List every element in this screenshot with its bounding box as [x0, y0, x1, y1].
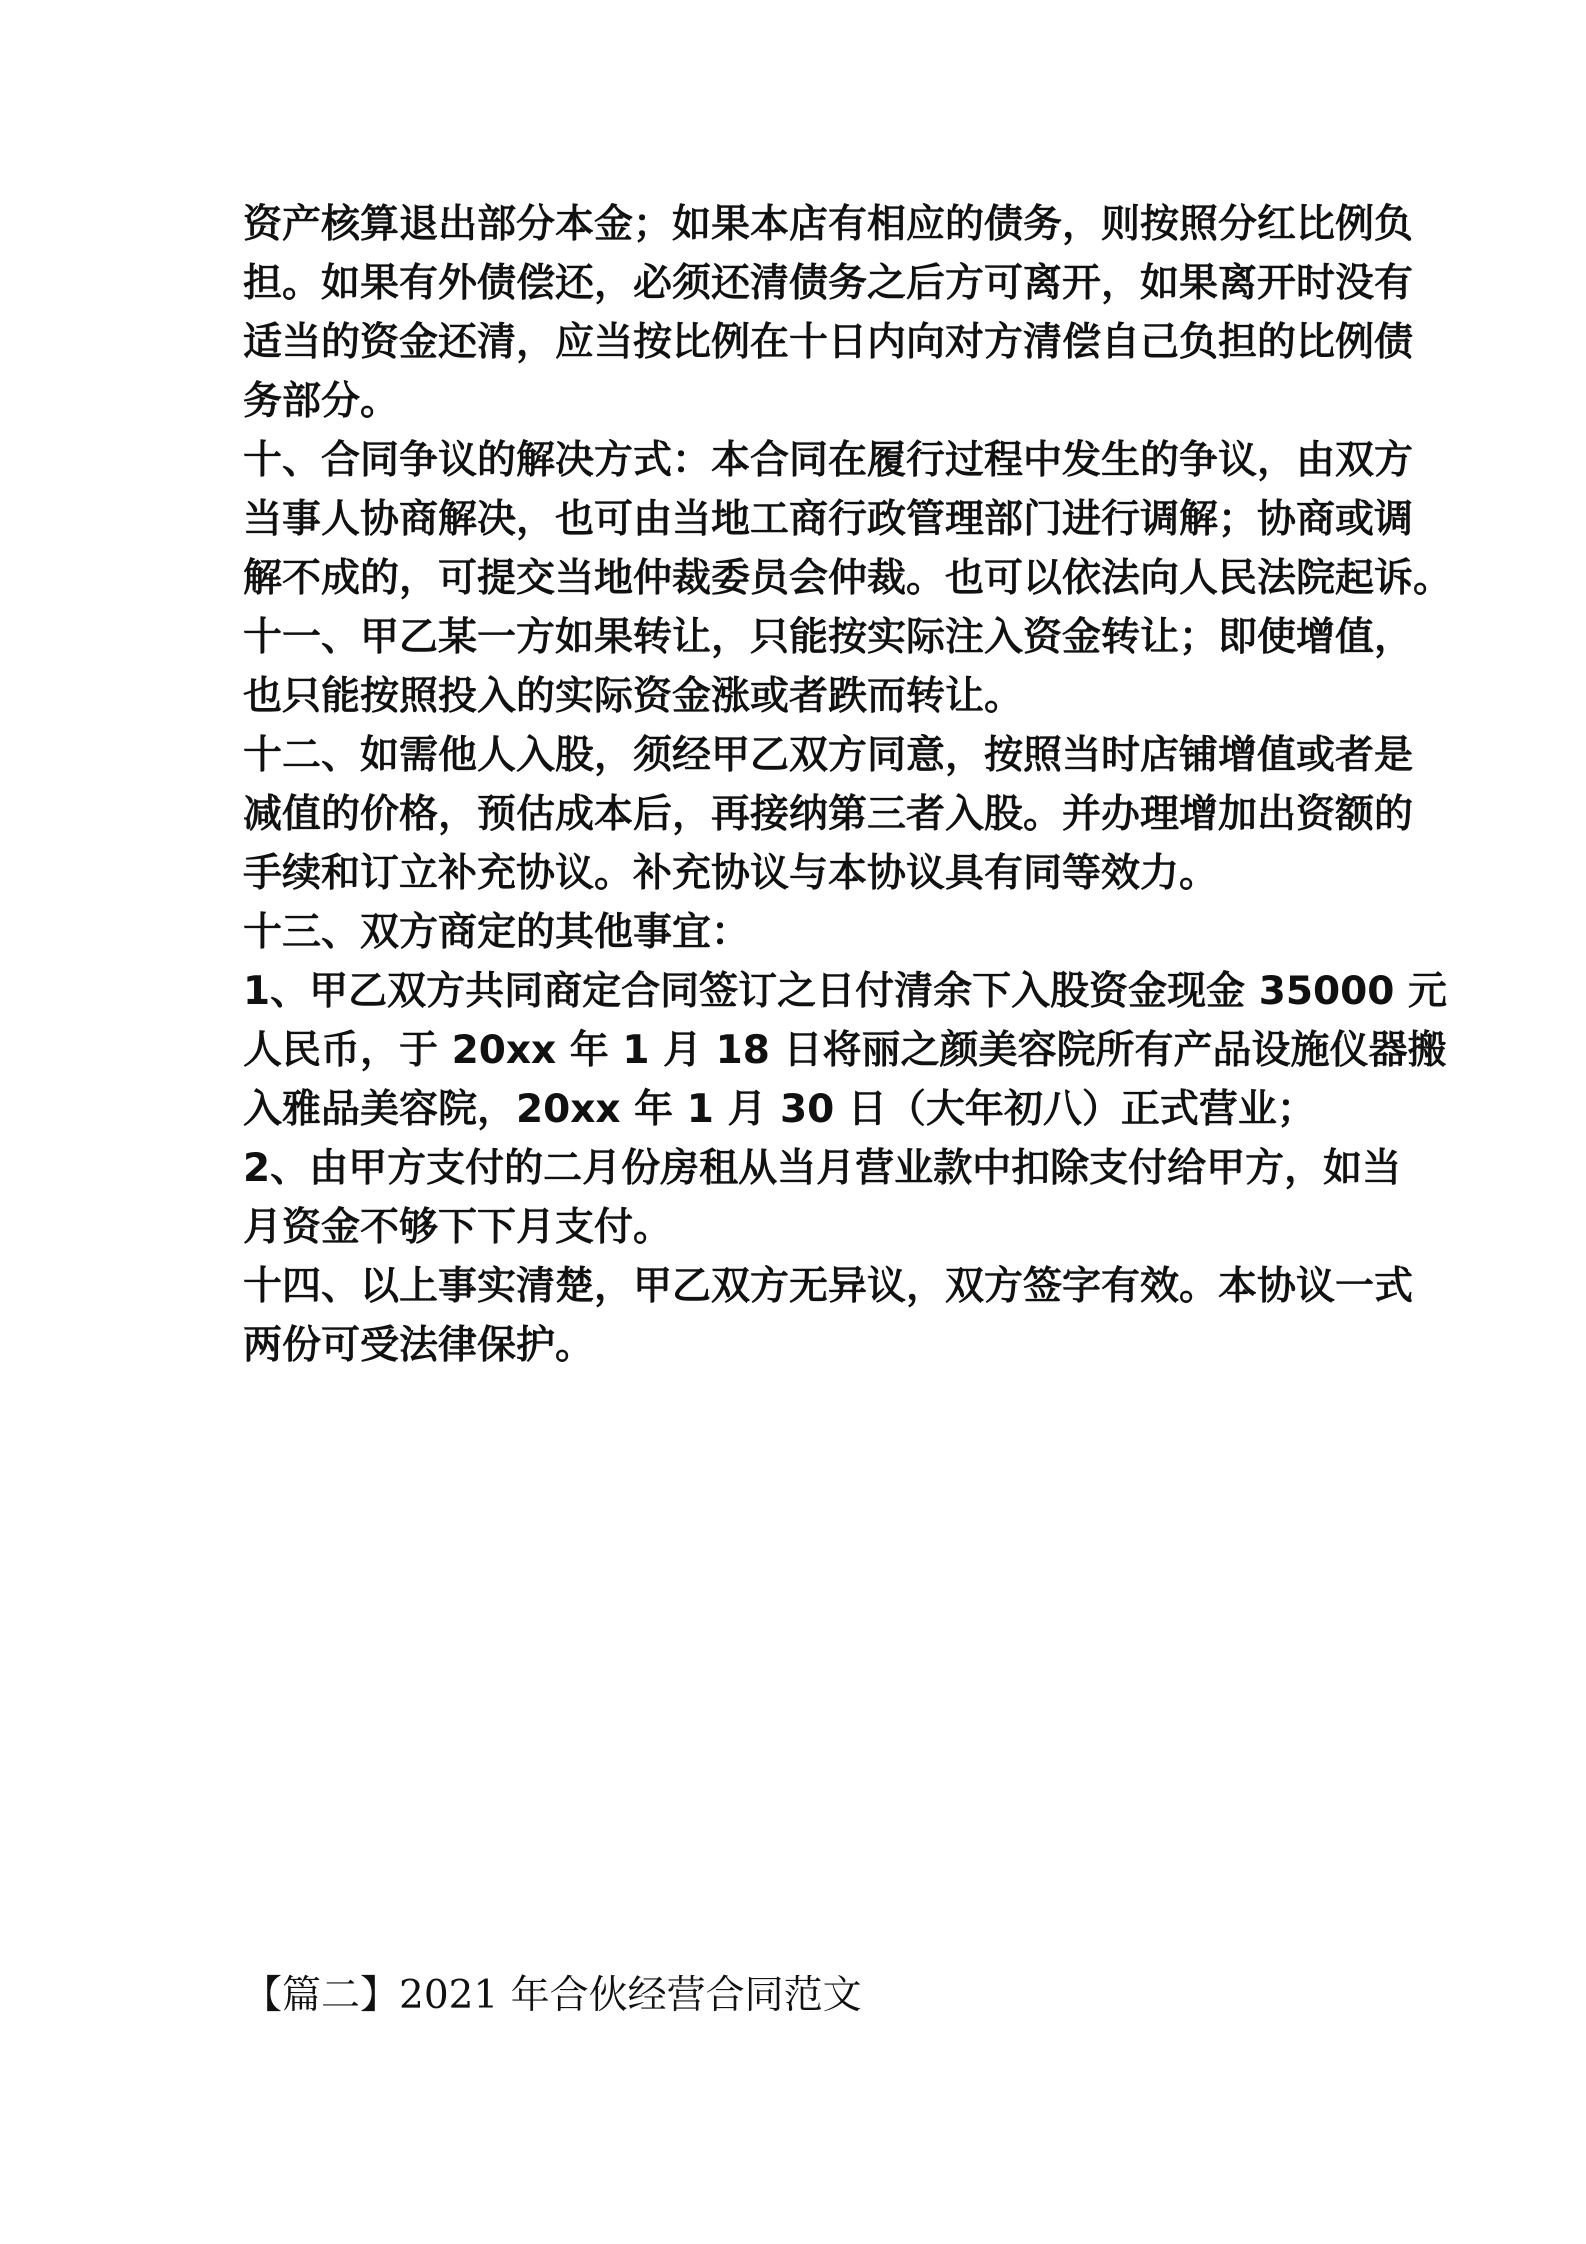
text-line: 手续和订立补充协议。补充协议与本协议具有同等效力。 — [243, 851, 1219, 896]
clause-10-line: 十、合同争议的解决方式：本合同在履行过程中发生的争议，由双方 — [243, 438, 1414, 483]
section-heading: 【篇二】2021 年合伙经营合同范文 — [243, 1973, 862, 2018]
document-body — [243, 195, 1453, 1375]
text-line: 资产核算退出部分本金；如果本店有相应的债务，则按照分红比例负 — [243, 202, 1414, 247]
text-line: 适当的资金还清，应当按比例在十日内向对方清偿自己负担的比例债 — [243, 320, 1414, 365]
text-line: 担。如果有外债偿还，必须还清债务之后方可离开，如果离开时没有 — [243, 261, 1414, 306]
clause-14-line: 十四、以上事实清楚，甲乙双方无异议，双方签字有效。本协议一式 — [243, 1264, 1414, 1309]
text-line: 解不成的，可提交当地仲裁委员会仲裁。也可以依法向人民法院起诉。 — [243, 556, 1453, 601]
clause-13-line: 十三、双方商定的其他事宜： — [243, 910, 751, 955]
text-line: 务部分。 — [243, 379, 400, 424]
text-line: 人民币，于 20xx 年 1 月 18 日将丽之颜美容院所有产品设施仪器搬 — [243, 1028, 1447, 1073]
item-1-line: 1、甲乙双方共同商定合同签订之日付清余下入股资金现金 35000 元 — [243, 969, 1447, 1014]
clause-11-line: 十一、甲乙某一方如果转让，只能按实际注入资金转让；即使增值， — [243, 615, 1414, 660]
text-line: 月资金不够下下月支付。 — [243, 1205, 673, 1250]
item-2-line: 2、由甲方支付的二月份房租从当月营业款中扣除支付给甲方，如当 — [243, 1146, 1402, 1191]
text-line: 两份可受法律保护。 — [243, 1323, 595, 1368]
text-line: 减值的价格，预估成本后，再接纳第三者入股。并办理增加出资额的 — [243, 792, 1414, 837]
clause-12-line: 十二、如需他人入股，须经甲乙双方同意，按照当时店铺增值或者是 — [243, 733, 1414, 778]
text-line: 也只能按照投入的实际资金涨或者跌而转让。 — [243, 674, 1024, 719]
text-line: 入雅品美容院，20xx 年 1 月 30 日（大年初八）正式营业； — [243, 1087, 1316, 1132]
text-line: 当事人协商解决，也可由当地工商行政管理部门进行调解；协商或调 — [243, 497, 1414, 542]
